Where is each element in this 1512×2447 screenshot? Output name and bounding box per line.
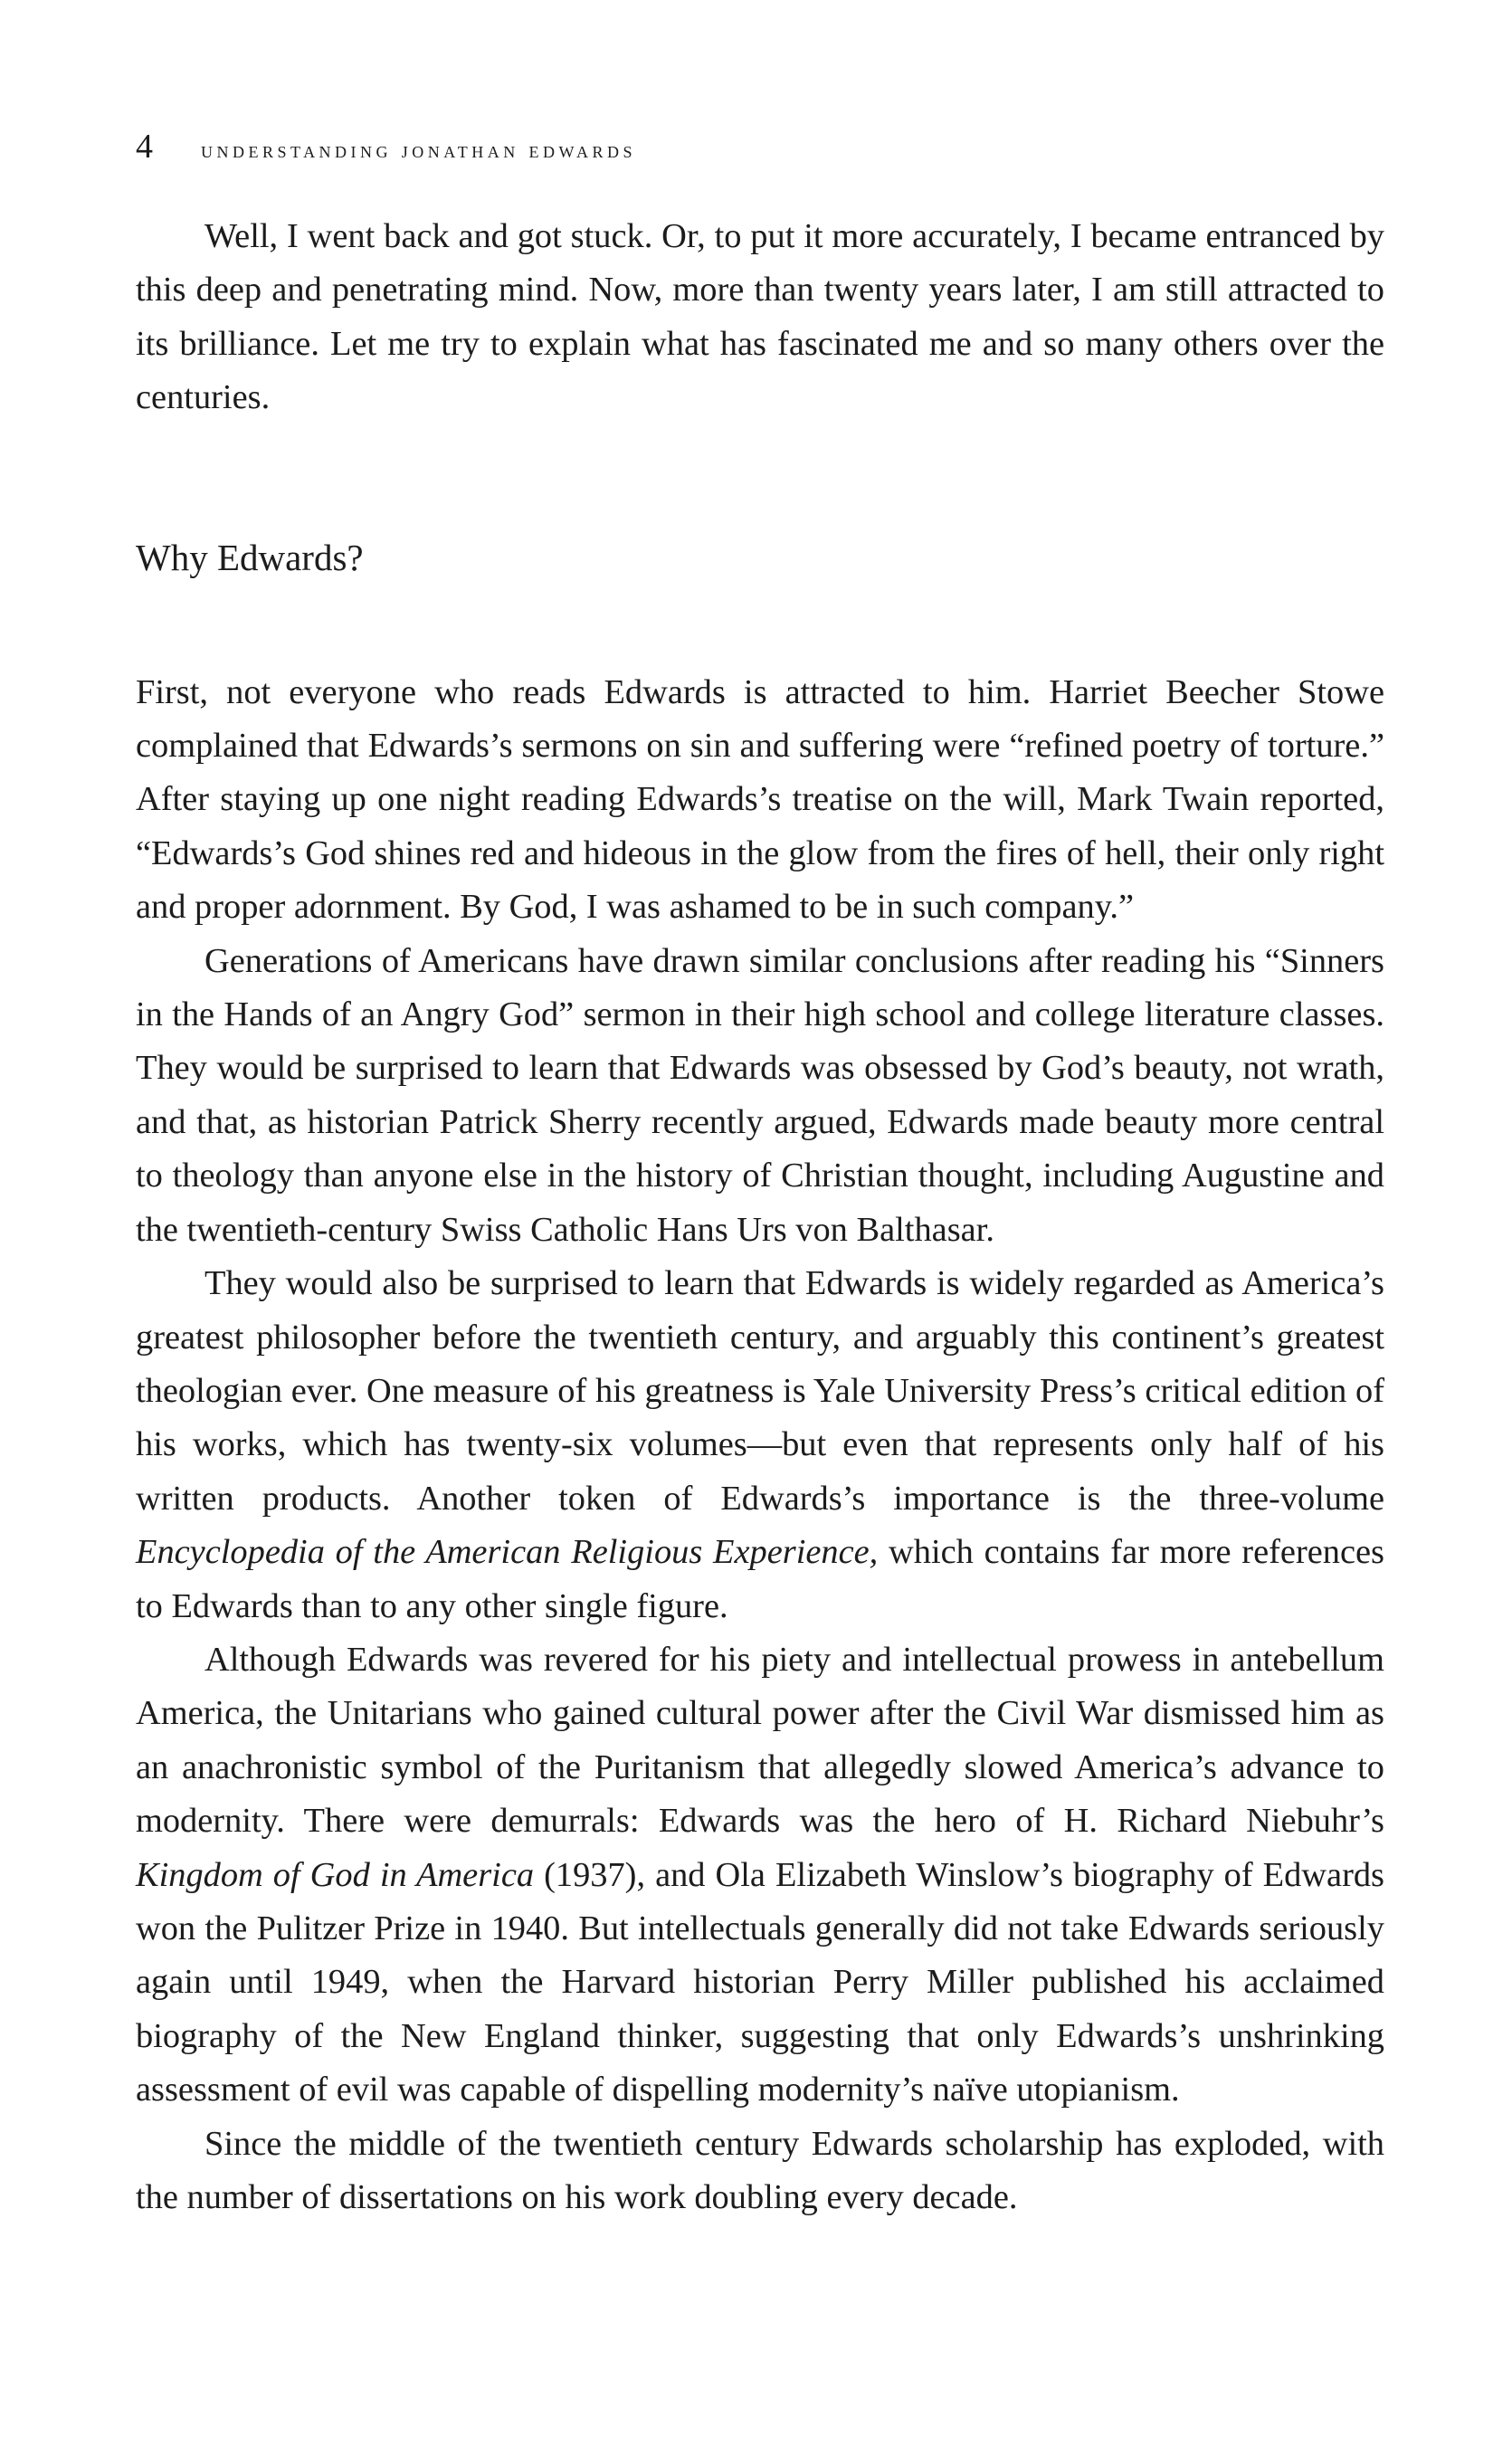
- paragraph-greatness-text-b: which contains far more references to Edwards than to any other single figure.: [136, 1533, 1384, 1625]
- paragraph-reception-text-b: (1937), and Ola Elizabeth Winslow’s biography of Edwards won the Pulitzer Prize in 1940. But intellectuals generally did not take Edwards seriously again until 1949, when the Harvard historian Perry Miller published his acclaimed biography of the New England thinker, suggesting that only Edwards’s unshrinking assessment of evil was capable of dispelling modernity’s naïve utopianism.: [136, 1855, 1384, 2109]
- paragraph-generations: Generations of Americans have drawn similar conclusions after reading his “Sinners in the Hands of an Angry God” sermon in their high school and college literature classes. They would be surprised to learn that Edwards was obsessed by God’s beauty, not wrath, and that, as historian Patrick Sherry recently argued, Edwards made beauty more central to theology than anyone else in the history of Christian thought, including Augustine and the twentieth-century Swiss Catholic Hans Urs von Balthasar.: [136, 941, 1384, 1249]
- paragraph-scholarship: Since the middle of the twentieth century Edwards scholarship has exploded, with the number of dissertations on his work doubling every decade.: [136, 2124, 1384, 2216]
- section-heading: Why Edwards?: [136, 536, 364, 578]
- running-head: [136, 127, 1384, 172]
- paragraph-greatness: [136, 1257, 1384, 1633]
- running-head-title: understanding jonathan edwards: [201, 138, 637, 163]
- kingdom-of-god-title: Kingdom of God in America: [136, 1855, 535, 1894]
- page-number: 4: [136, 128, 153, 166]
- paragraph-reception: [136, 1633, 1384, 2118]
- encyclopedia-title: Encyclopedia of the American Religious Experience,: [136, 1533, 879, 1572]
- paragraph-greatness-text-a: They would also be surprised to learn that Edwards is widely regarded as America’s greatest philosopher before the twentieth century, and arguably this continent’s greatest theologian ever. One measure of his greatness is Yale University Press’s critical edition of his works, which has twenty-six volumes—but even that represents only half of his written products. Another token of Edwards’s importance is the three-volume: [136, 1264, 1384, 1518]
- paragraph-reception-text-a: Although Edwards was revered for his piety and intellectual prowess in antebellum America, the Unitarians who gained cultural power after the Civil War dismissed him as an anachronistic symbol of the Puritanism that allegedly slowed America’s advance to modernity. There were demurrals: Edwards was the hero of H. Richard Niebuhr’s: [136, 1640, 1384, 1841]
- paragraph-first: First, not everyone who reads Edwards is attracted to him. Harriet Beecher Stowe complained that Edwards’s sermons on sin and suffering were “refined poetry of torture.” After staying up one night reading Edwards’s treatise on the will, Mark Twain reported, “Edwards’s God shines red and hideous in the glow from the fires of hell, their only right and proper adornment. By God, I was ashamed to be in such company.”: [136, 672, 1384, 927]
- paragraph-intro: Well, I went back and got stuck. Or, to put it more accurately, I became entranced by this deep and penetrating mind. Now, more than twenty years later, I am still attracted to its brilliance. Let me try to explain what has fascinated me and so many others over the centuries.: [136, 217, 1384, 417]
- body-text: [136, 210, 1384, 2224]
